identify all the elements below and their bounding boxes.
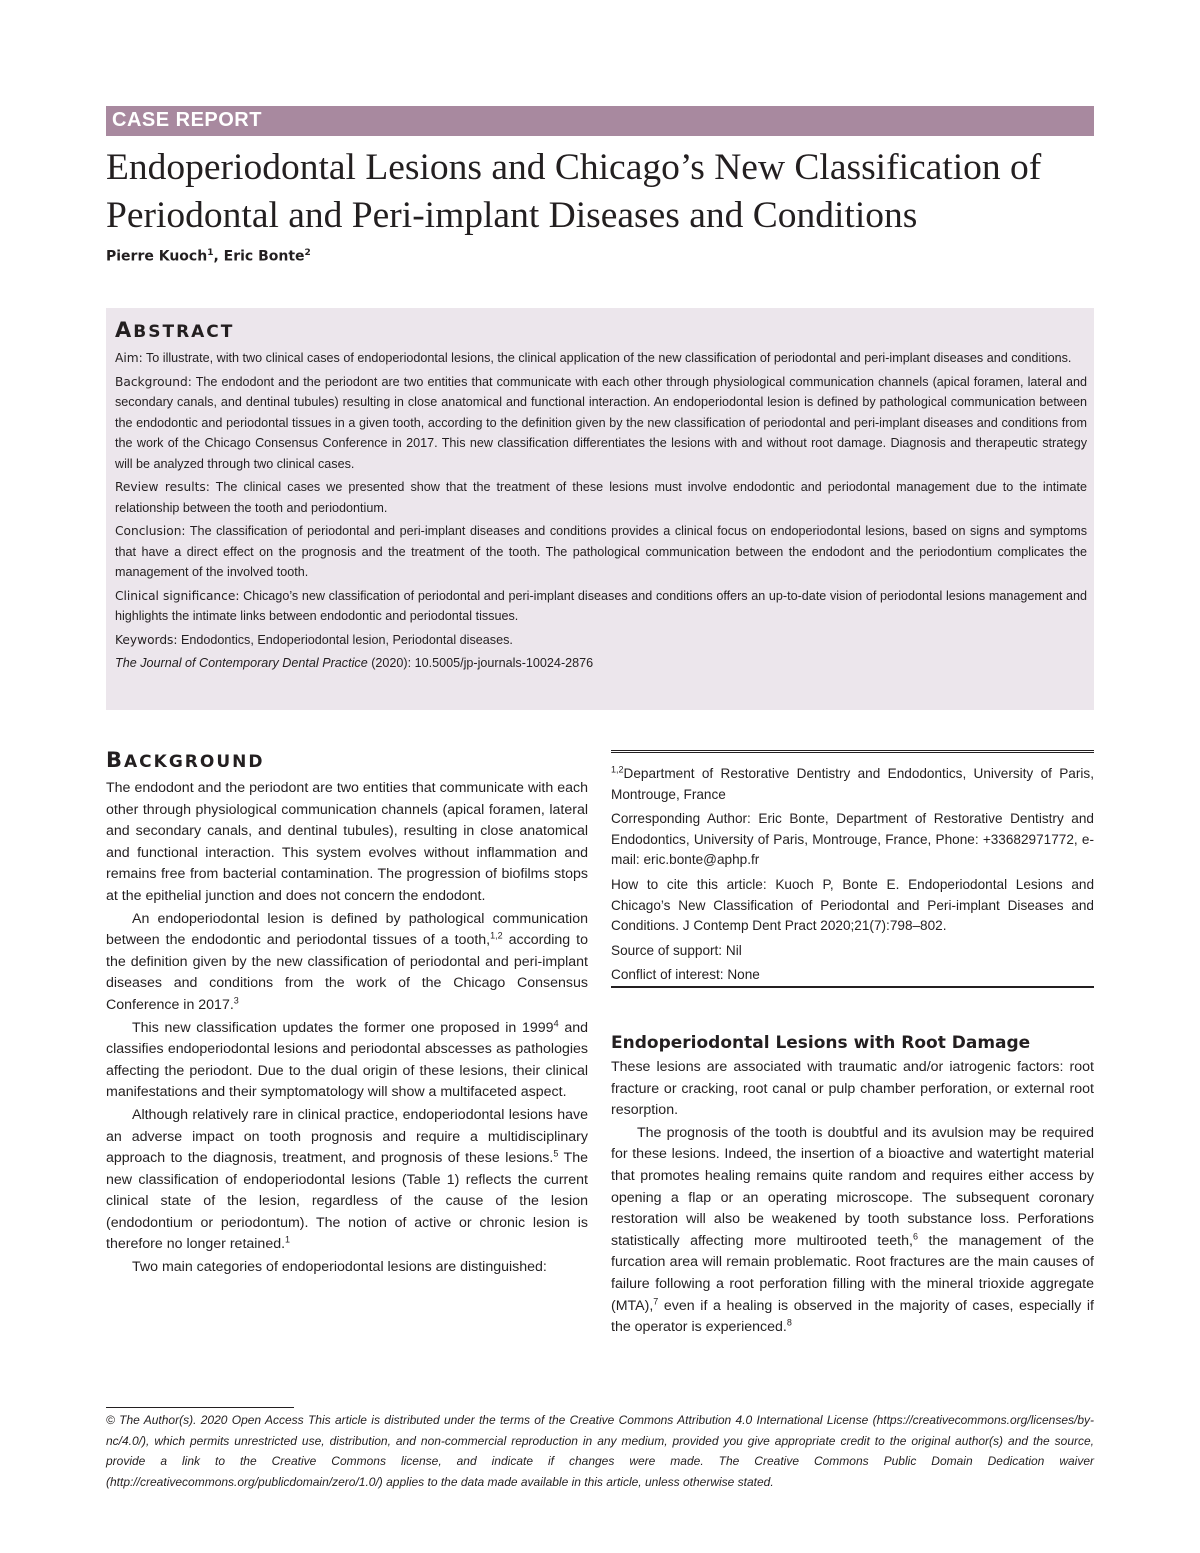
abstract-heading: ABSTRACT	[115, 318, 235, 342]
background-paragraph: An endoperiodontal lesion is defined by pathological communication between the endodontic and periodontal tissues of a tooth,$^{1,2}$ according to the definition given by the new classification of periodontal and peri-implant diseases and conditions from the work of the Chicago Consensus Conference in 2017.$^3$	[106, 910, 588, 1013]
source-of-support: Source of support: Nil	[611, 942, 742, 958]
root-damage-heading: Endoperiodontal Lesions with Root Damage	[611, 1033, 1031, 1053]
root-damage-paragraph: The prognosis of the tooth is doubtful and its avulsion may be required for these lesions. Indeed, the insertion of a bioactive and watertight material that promotes healing remains quite random and requires either access by opening a flap or an operating microscope. The subsequent coronary restoration will also be weakened by tooth substance loss. Perforations statistically affecting more multirooted teeth,$^6$ the management of the furcation area will remain problematic. Root fractures are the main causes of failure following a root perforation filling with the mineral trioxide aggregate (MTA),$^7$ even if a healing is observed in the majority of cases, especially if the operator is experienced.$^8$	[611, 1124, 1094, 1336]
background-section	[106, 748, 588, 1280]
background-paragraph: The endodont and the periodont are two entities that communicate with each other through physiological communication channels (apical foramen, lateral and secondary canals, and dentinal tubules), resulting in close anatomical and functional interaction. This system evolves without inflammation and remains free from bacterial contamination. The progression of biofilms stops at the epithelial junction and does not concern the endodont.	[106, 780, 588, 904]
section-banner	[106, 106, 1094, 136]
author-name: Pierre Kuoch	[106, 248, 208, 265]
background-paragraph: This new classification updates the former one proposed in 1999$^4$ and classifies endoperiodontal lesions and periodontal abscesses as pathologies affecting the periodont. Due to the dual origin of these lesions, their clinical manifestations and their symptomatology will show a multifaceted aspect.	[106, 1017, 588, 1101]
author-affiliation-marker: 1	[207, 248, 214, 258]
background-paragraph: Although relatively rare in clinical practice, endoperiodontal lesions have an adverse impact on tooth prognosis and require a multidisciplinary approach to the diagnosis, treatment, and prognosis of these lesions.$^5$ The new classification of endoperiodontal lesions (Table 1) reflects the current clinical state of the lesion, regardless of the cause of the lesion (endodontium or periodontum). The notion of active or chronic lesion is therefore no longer retained.$^1$	[106, 1106, 588, 1253]
section-label: CASE REPORT	[112, 109, 262, 131]
author-name: Eric Bonte	[223, 248, 305, 265]
footnote-rule	[106, 1407, 294, 1408]
article-title: Endoperiodontal Lesions and Chicago’s New Classification of Periodontal and Peri-implant Diseases and Conditions	[106, 147, 1042, 236]
abstract-box	[106, 308, 1094, 710]
affiliation-top-rule	[611, 750, 1094, 753]
background-heading: BACKGROUND	[106, 748, 265, 772]
abstract-background: Background: The endodont and the periodont are two entities that communicate with each other through physiological communication channels (apical foramen, lateral and secondary canals, and dentinal tubules) resulting in close anatomical and functional interaction. An endoperiodontal lesion is defined by pathological communication between the endodontic and periodontal tissues in a given tooth, according to the definition given by the new classification of periodontal and peri-implant diseases and conditions from the work of the Chicago Consensus Conference in 2017. This new classification differentiates the lesions with and without root damage. Diagnosis and therapeutic strategy will be analyzed through two clinical cases.	[115, 374, 1087, 471]
abstract-conclusion: Conclusion: The classification of periodontal and peri-implant diseases and conditions provides a clinical focus on endoperiodontal lesions, based on signs and symptoms that have a direct effect on the prognosis and the treatment of the tooth. The pathological communication between the endodont and the periodontium complicates the management of the involved tooth.	[115, 524, 1087, 579]
author-list	[106, 248, 311, 265]
root-damage-paragraph: These lesions are associated with traumatic and/or iatrogenic factors: root fracture or cracking, root canal or pulp chamber perforation, or external root resorption.	[611, 1059, 1094, 1119]
abstract-aim: Aim: To illustrate, with two clinical cases of endoperiodontal lesions, the clinical application of the new classification of periodontal and peri-implant diseases and conditions.	[115, 351, 1072, 365]
license-footnote: © The Author(s). 2020 Open Access This article is distributed under the terms of the Creative Commons Attribution 4.0 International License (https://creativecommons.org/licenses/by-nc/4.0/), which permits unrestricted use, distribution, and non-commercial reproduction in any medium, provided you give appropriate credit to the original author(s) and the source, provide a link to the Creative Commons license, and indicate if changes were made. The Creative Commons Public Domain Dedication waiver (http://creativecommons.org/publicdomain/zero/1.0/) applies to the data made available in this article, unless otherwise stated.	[106, 1413, 1094, 1489]
abstract-keywords: Keywords: Endodontics, Endoperiodontal lesion, Periodontal diseases.	[115, 632, 513, 647]
root-damage-section	[611, 1033, 1094, 1340]
how-to-cite: How to cite this article: Kuoch P, Bonte E. Endoperiodontal Lesions and Chicago’s New Classification of Periodontal and Peri-implant Diseases and Conditions. J Contemp Dent Pract 2020;21(7):798–802.	[611, 876, 1095, 934]
abstract-clinical-significance: Clinical significance: Chicago’s new classification of periodontal and peri-implant diseases and conditions offers an up-to-date vision of periodontal lesions management and highlights the intimate links between endodontic and periodontal tissues.	[115, 588, 1088, 623]
affiliation-bottom-rule	[611, 986, 1094, 988]
journal-citation: The Journal of Contemporary Dental Practice (2020): 10.5005/jp-journals-10024-2876	[115, 656, 594, 670]
background-paragraph: Two main categories of endoperiodontal lesions are distinguished:	[132, 1259, 547, 1276]
corresponding-author: Corresponding Author: Eric Bonte, Department of Restorative Dentistry and Endodontics, University of Paris, Montrouge, France, Phone: +33682971772, e-mail: eric.bonte@aphp.fr	[611, 811, 1094, 868]
author-separator: ,	[213, 248, 224, 265]
affiliation-box	[611, 764, 1094, 990]
abstract-review-results: Review results: The clinical cases we presented show that the treatment of these lesions must involve endodontic and periodontal management due to the intimate relationship between the tooth and periodontium.	[115, 480, 1088, 515]
author-affiliation-marker: 2	[304, 248, 311, 258]
affiliation-department: $^{1,2}$Department of Restorative Dentistry and Endodontics, University of Paris, Montrouge, France	[611, 764, 1094, 802]
conflict-of-interest: Conflict of interest: None	[611, 967, 760, 983]
